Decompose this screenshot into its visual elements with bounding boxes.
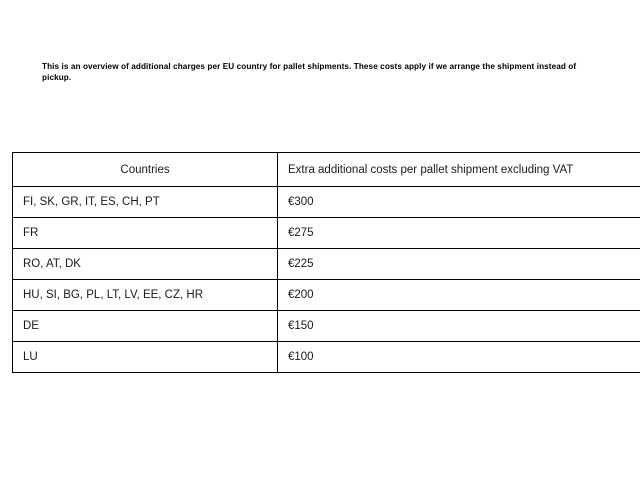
table-header-row — [13, 153, 640, 187]
cell-countries: FR — [13, 218, 278, 249]
table-row — [13, 218, 640, 249]
cell-countries: HU, SI, BG, PL, LT, LV, EE, CZ, HR — [13, 280, 278, 311]
cell-countries: LU — [13, 342, 278, 373]
cell-cost: €225 — [278, 249, 640, 280]
charges-table-container — [12, 152, 628, 373]
cell-cost: €200 — [278, 280, 640, 311]
intro-paragraph: This is an overview of additional charges per EU country for pallet shipments. These costs apply if we arrange the shipment instead of pickup. — [42, 62, 577, 82]
table-row — [13, 249, 640, 280]
header-countries: Countries — [13, 153, 278, 187]
table-body — [13, 187, 640, 373]
table-row — [13, 342, 640, 373]
cell-cost: €100 — [278, 342, 640, 373]
cell-cost: €300 — [278, 187, 640, 218]
table-row — [13, 311, 640, 342]
table-row — [13, 280, 640, 311]
cell-cost: €150 — [278, 311, 640, 342]
table-header — [13, 153, 640, 187]
cell-countries: RO, AT, DK — [13, 249, 278, 280]
header-costs: Extra additional costs per pallet shipment excluding VAT — [278, 153, 640, 187]
cell-countries: DE — [13, 311, 278, 342]
cell-countries: FI, SK, GR, IT, ES, CH, PT — [13, 187, 278, 218]
cell-cost: €275 — [278, 218, 640, 249]
table-row — [13, 187, 640, 218]
charges-table — [12, 152, 640, 373]
